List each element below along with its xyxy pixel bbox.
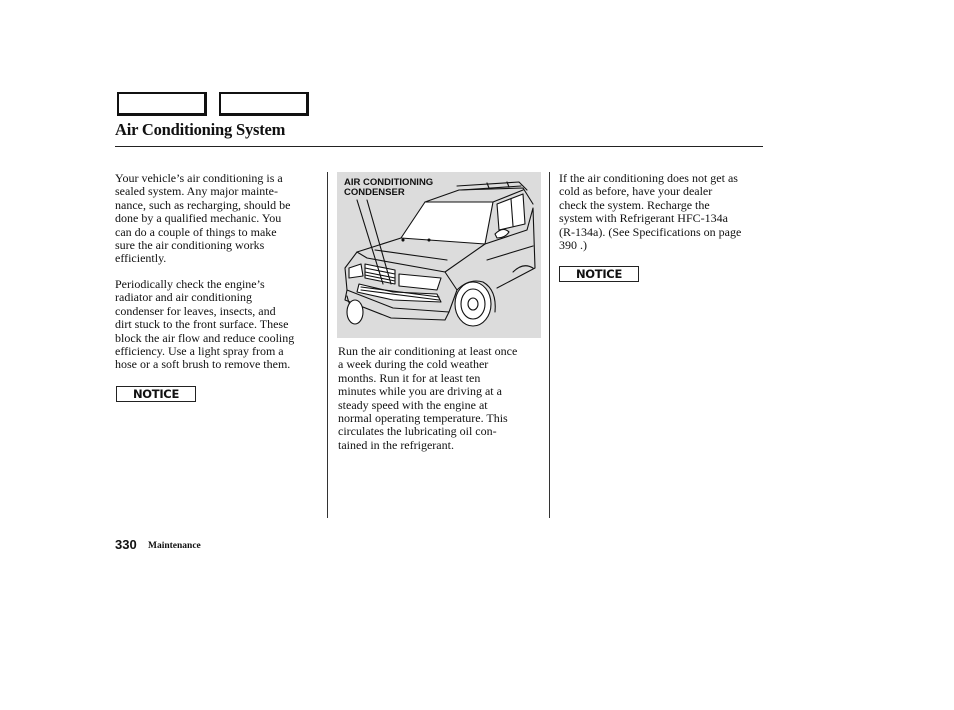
notice-label-right: NOTICE (559, 266, 639, 282)
page-number: 330 (115, 537, 137, 552)
notice-label-left: NOTICE (116, 386, 196, 402)
column-divider-2 (549, 172, 550, 518)
nav-button-1[interactable] (117, 92, 207, 116)
title-divider (115, 146, 763, 147)
page-title: Air Conditioning System (115, 120, 286, 139)
condenser-label: AIR CONDITIONING CONDENSER (344, 177, 434, 198)
left-paragraph-1: Your vehicle’s air conditioning is a sealed system. Any major mainte- nance, such as recharging, should be done by a qualified mechanic. You can do a couple of things to make sure the air conditioning works efficiently. (115, 171, 291, 266)
nav-button-2[interactable] (219, 92, 309, 116)
condenser-illustration (337, 172, 541, 338)
column-divider-1 (327, 172, 328, 518)
section-name: Maintenance (148, 541, 201, 551)
right-paragraph-1: If the air conditioning does not get as cold as before, have your dealer check the system. Recharge the system with Refrigerant HFC-134a (R-134a). (See Specifications on page 390 .) (559, 171, 742, 253)
left-paragraph-2: Periodically check the engine’s radiator and air conditioning condenser for leaves, insects, and dirt stuck to the front surface. These block the air flow and reduce cooling efficiency. Use a light spray from a hose or a soft brush to remove them. (115, 277, 295, 372)
middle-paragraph-1: Run the air conditioning at least once a week during the cold weather months. Run it for at least ten minutes while you are driving at a steady speed with the engine at normal operating temperature. This circulates the lubricating oil con- tained in the refrigerant. (338, 344, 518, 452)
